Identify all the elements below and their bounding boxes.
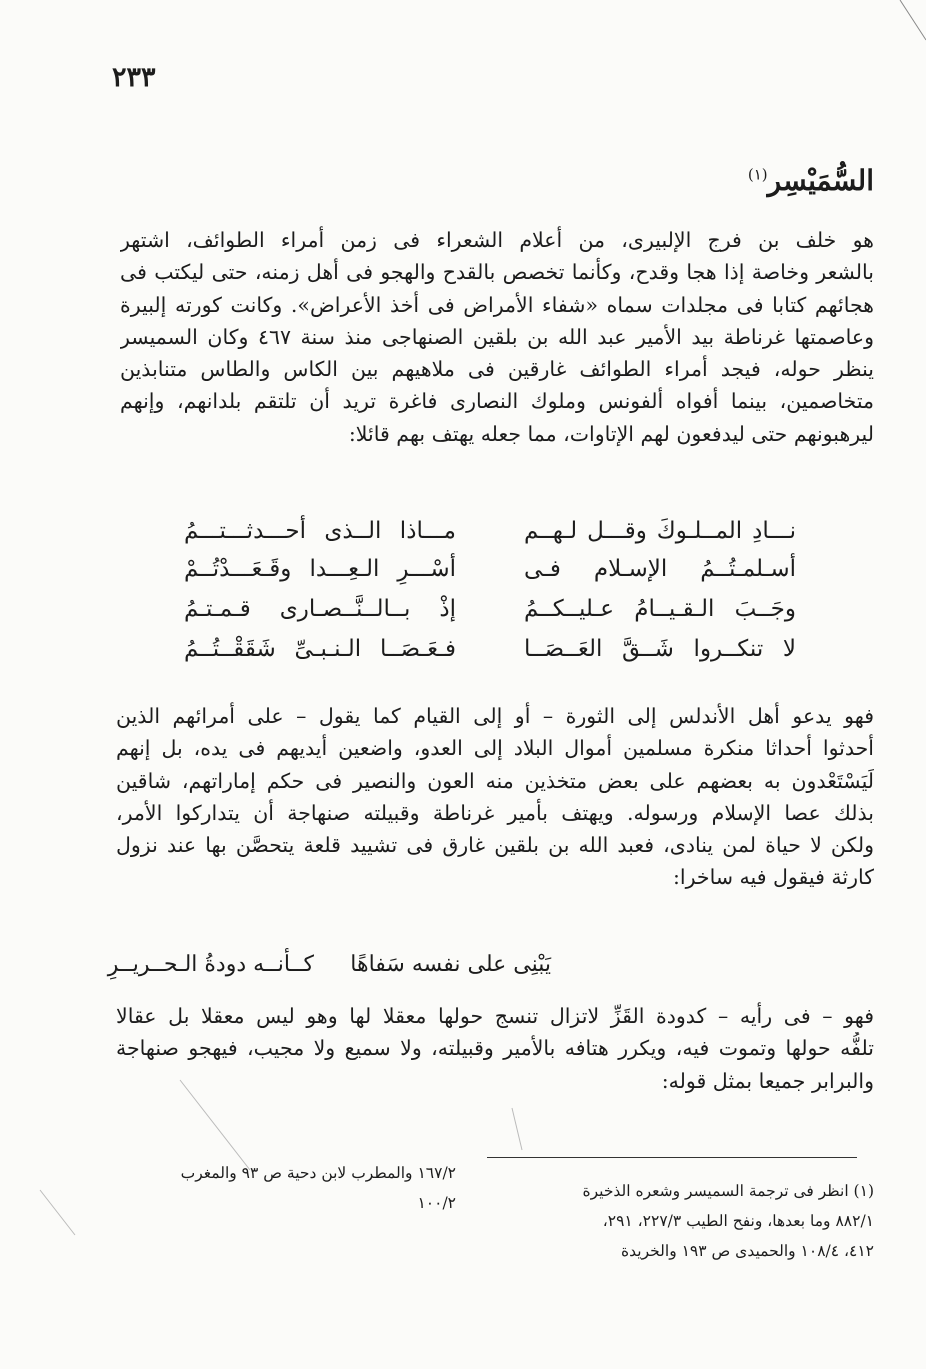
heading-title: السُّمَيْسِر [767,164,874,197]
verse-first-hemistich: يَبْنِى على نفسه سَفاهًا [350,952,551,977]
text-line: بذلك عصا الإسلام ورسوله. ويهتف بأمير غرناطة وقبيلته صنهاجة أن يتداركوا الأمر، [116,800,874,825]
verse-3-second-hemistich: إذْ بــالــنَّــصـارى قـمـتـمُ [184,596,456,622]
paragraph-conclusion [116,1000,874,1097]
text-line: والبرابر جميعا بمثل قوله: [661,1068,874,1093]
text-line: وعاصمتها غرناطة بيد الأمير عبد الله بن بلقين الصنهاجى منذ سنة ٤٦٧ وكان السميسر [120,324,874,349]
text-line: فهو – فى رأيه – كدودة القَزِّ لاتزال تنسج حولها معقلا لها وهو ليس معقلا بل عقالا [116,1004,874,1028]
text-line: متخاصمين، بينما أفواه ألفونس وملوك النصارى فاغرة تريد أن تلتقم بلدانهم، وإنهم [120,389,874,414]
verse-2-second-hemistich: أسْـــرِ الـعِـــدا وقَـعَـــدْتُــمْ [184,556,456,582]
text-line: تلفُّه حولها وتموت فيه، ويكرر هتافه بالأمير وقبيلته، ولا سميع ولا مجيب، فيهجو صنهاجة [116,1036,874,1061]
verse-1-first-hemistich: نـــادِ المــلـوكَ وقـــل لـهــم [524,518,796,544]
text-line: هجائهم كتابا فى مجلدات سماه «شفاء الأمراض فى أخذ الأعراض». وكانت كورته إلبيرة [120,292,874,317]
verse-4-first-hemistich: لا تنكــروا شَــقَّ العَــصَــا [524,636,796,662]
text-line: ينظر حوله، فيجد أمراء الطوائف غارقين فى ملاهيهم بين الكاس والطاس متنابذين [120,357,874,382]
verse-1-second-hemistich: مـــاذا الــذى أحـــدثـــتـــمُ [184,518,456,544]
footnote-line: ١٠٠/٢ [417,1194,456,1212]
paragraph-commentary [116,700,874,894]
footnote-line: ٤١٢، ١٠٨/٤ والحميدى ص ١٩٣ والخريدة [621,1242,874,1260]
verse-2-first-hemistich: أسـلمـتُــمُ الإسـلام فـى [524,556,796,582]
footnote-line: ١٦٧/٢ والمطرب لابن دحية ص ٩٣ والمغرب [180,1164,456,1182]
footnote-right-column [582,1176,874,1266]
text-line: ولكن لا حياة لمن ينادى، فعبد الله بن بلقين غارق فى تشييد قلعة يتحصَّن بها عند نزول [116,833,874,858]
text-line: بالشعر وخاصة إذا هجا وقدح، وكأنما تخصص بالقدح والهجو فى أهل زمنه، حتى ليكتب فى [120,260,874,285]
text-line: ليرهبونهم حتى ليدفعون لهم الإتاوات، مما جعله يهتف بهم قائلا: [348,421,874,446]
verse-4-second-hemistich: فـعَـصَــا الـنـبـىِّ شَقَقْــتُــمُ [184,636,456,662]
footnote-divider [487,1157,857,1158]
footnote-line: ٨٨٢/١ وما بعدها، ونفح الطيب ٢٢٧/٣، ٢٩١، [602,1212,874,1230]
text-line: لَيَسْتَعْدون به بعضهم على بعض متخذين منه العون والنصير فى حكم إماراتهم، شاقين [116,768,874,793]
footnote-line: (١) انظر فى ترجمة السميسر وشعره الذخيرة [582,1182,874,1200]
heading-footnote-ref: (١) [747,165,768,184]
text-line: كارثة فيقول فيه ساخرا: [673,865,874,890]
text-line: هو خلف بن فرج الإلبيرى، من أعلام الشعراء فى زمن أمراء الطوائف، اشتهر [120,228,874,252]
verse-second-hemistich: كــأنــه دودةُ الـحــريــرِ [107,952,314,977]
verse-3-first-hemistich: وجَــبَ الـقـيــامُ عـليــكــمُ [524,596,796,622]
text-line: فهو يدعو أهل الأندلس إلى الثورة – أو إلى القيام كما يقول – على أمرائهم الذين [116,704,874,728]
page-number: ٢٣٣ [112,62,156,93]
text-line: أحدثوا أحداثا منكرة مسلمين أموال البلاد إلى العدو، واضعين أيديهم فى يده، بل إنهم [116,736,874,761]
footnote-left-column [181,1158,456,1218]
